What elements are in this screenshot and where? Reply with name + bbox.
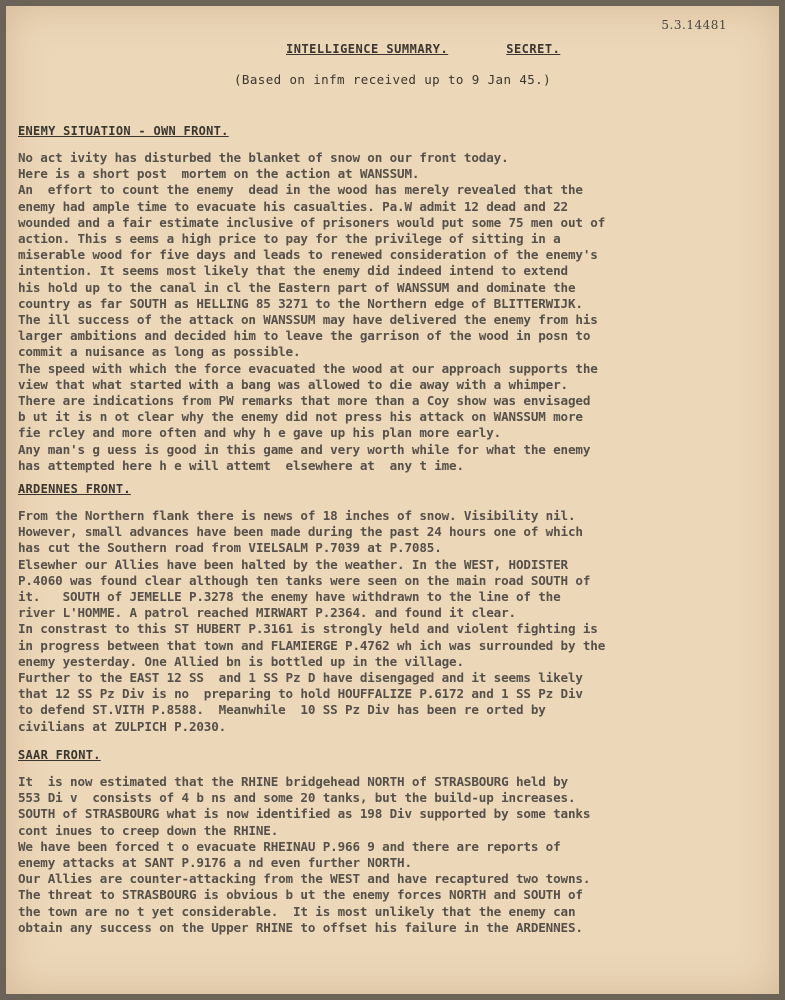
text-line: The ill success of the attack on WANSSUM may have delivered the enemy from his bbox=[18, 312, 598, 328]
text-line: larger ambitions and decided him to leave the garrison of the wood in posn to bbox=[18, 328, 591, 344]
text-line: that 12 SS Pz Div is no preparing to hold HOUFFALIZE P.6172 and 1 SS Pz Div bbox=[18, 686, 583, 702]
text-line: has cut the Southern road from VIELSALM P.7039 at P.7085. bbox=[18, 540, 442, 556]
section-ardennes-front bbox=[18, 482, 768, 735]
text-line: cont inues to creep down the RHINE. bbox=[18, 822, 279, 838]
text-line: 553 Di v consists of 4 b ns and some 20 tanks, but the build-up increases. bbox=[18, 790, 576, 806]
text-line: From the Northern flank there is news of 18 inches of snow. Visibility nil. bbox=[18, 508, 576, 523]
text-line: obtain any success on the Upper RHINE to offset his failure in the ARDENNES. bbox=[18, 919, 583, 935]
section-heading: SAAR FRONT. bbox=[18, 748, 101, 762]
text-line: Our Allies are counter-attacking from the WEST and have recaptured two towns. bbox=[18, 871, 591, 887]
text-line: commit a nuisance as long as possible. bbox=[18, 344, 301, 360]
text-line: Elsewher our Allies have been halted by the weather. In the WEST, HODISTER bbox=[18, 556, 568, 572]
text-line: Any man's g uess is good in this game and very worth while for what the enemy bbox=[18, 441, 591, 457]
text-line: it. SOUTH of JEMELLE P.3278 the enemy have withdrawn to the line of the bbox=[18, 589, 561, 605]
text-line: enemy attacks at SANT P.9176 a nd even further NORTH. bbox=[18, 855, 412, 871]
text-line: intention. It seems most likely that the enemy did indeed intend to extend bbox=[18, 263, 568, 279]
document-page bbox=[6, 6, 779, 994]
text-line: The threat to STRASBOURG is obvious b ut the enemy forces NORTH and SOUTH of bbox=[18, 887, 583, 903]
text-line: river L'HOMME. A patrol reached MIRWART P.2364. and found it clear. bbox=[18, 605, 516, 621]
text-line: enemy had ample time to evacuate his casualties. Pa.W admit 12 dead and 22 bbox=[18, 198, 568, 214]
classification-label: SECRET. bbox=[506, 42, 561, 56]
text-line: in progress between that town and FLAMIERGE P.4762 wh ich was surrounded by the bbox=[18, 637, 606, 653]
text-line: An effort to count the enemy dead in the wood has merely revealed that the bbox=[18, 182, 583, 198]
section-enemy-situation bbox=[18, 124, 768, 474]
intelligence-summary-document bbox=[6, 6, 779, 994]
document-subtitle: (Based on infm received up to 9 Jan 45.) bbox=[234, 72, 552, 87]
text-line: action. This s eems a high price to pay for the privilege of sitting in a bbox=[18, 231, 561, 247]
text-line: SOUTH of STRASBOURG what is now identified as 198 Div supported by some tanks bbox=[18, 806, 591, 822]
reference-number: 5.3.14481 bbox=[661, 18, 727, 32]
text-line: Further to the EAST 12 SS and 1 SS Pz D have disengaged and it seems likely bbox=[18, 670, 583, 686]
text-line: wounded and a fair estimate inclusive of prisoners would put some 75 men out of bbox=[18, 214, 606, 230]
text-line: has attempted here h e will attemt elsewhere at any t ime. bbox=[18, 457, 464, 473]
section-body bbox=[18, 150, 768, 474]
text-line: It is now estimated that the RHINE bridgehead NORTH of STRASBOURG held by bbox=[18, 774, 568, 789]
text-line: Here is a short post mortem on the action at WANSSUM. bbox=[18, 166, 420, 182]
text-line: the town are no t yet considerable. It is most unlikely that the enemy can bbox=[18, 903, 576, 919]
document-header bbox=[286, 42, 560, 56]
text-line: his hold up to the canal in cl the Eastern part of WANSSUM and dominate the bbox=[18, 279, 576, 295]
text-line: enemy yesterday. One Allied bn is bottled up in the village. bbox=[18, 653, 464, 669]
text-line: However, small advances have been made during the past 24 hours one of which bbox=[18, 524, 583, 540]
section-body bbox=[18, 508, 768, 735]
text-line: P.4060 was found clear although ten tanks were seen on the main road SOUTH of bbox=[18, 572, 591, 588]
section-heading: ARDENNES FRONT. bbox=[18, 482, 131, 496]
text-line: b ut it is n ot clear why the enemy did not press his attack on WANSSUM more bbox=[18, 409, 583, 425]
text-line: We have been forced t o evacuate RHEINAU P.966 9 and there are reports of bbox=[18, 838, 561, 854]
section-heading: ENEMY SITUATION - OWN FRONT. bbox=[18, 124, 229, 138]
text-line: In constrast to this ST HUBERT P.3161 is strongly held and violent fighting is bbox=[18, 621, 598, 637]
document-title: INTELLIGENCE SUMMARY. bbox=[286, 42, 449, 56]
text-line: fie rcley and more often and why h e gave up his plan more early. bbox=[18, 425, 502, 441]
text-line: There are indications from PW remarks that more than a Coy show was envisaged bbox=[18, 393, 591, 409]
text-line: view that what started with a bang was allowed to die away with a whimper. bbox=[18, 376, 568, 392]
text-line: country as far SOUTH as HELLING 85 3271 to the Northern edge of BLITTERWIJK. bbox=[18, 295, 583, 311]
text-line: No act ivity has disturbed the blanket of snow on our front today. bbox=[18, 150, 509, 165]
section-body bbox=[18, 774, 768, 936]
text-line: civilians at ZULPICH P.2030. bbox=[18, 718, 227, 734]
text-line: miserable wood for five days and leads to renewed consideration of the enemy's bbox=[18, 247, 598, 263]
section-saar-front bbox=[18, 748, 768, 936]
text-line: to defend ST.VITH P.8588. Meanwhile 10 SS Pz Div has been re orted by bbox=[18, 702, 546, 718]
text-line: The speed with which the force evacuated the wood at our approach supports the bbox=[18, 360, 598, 376]
